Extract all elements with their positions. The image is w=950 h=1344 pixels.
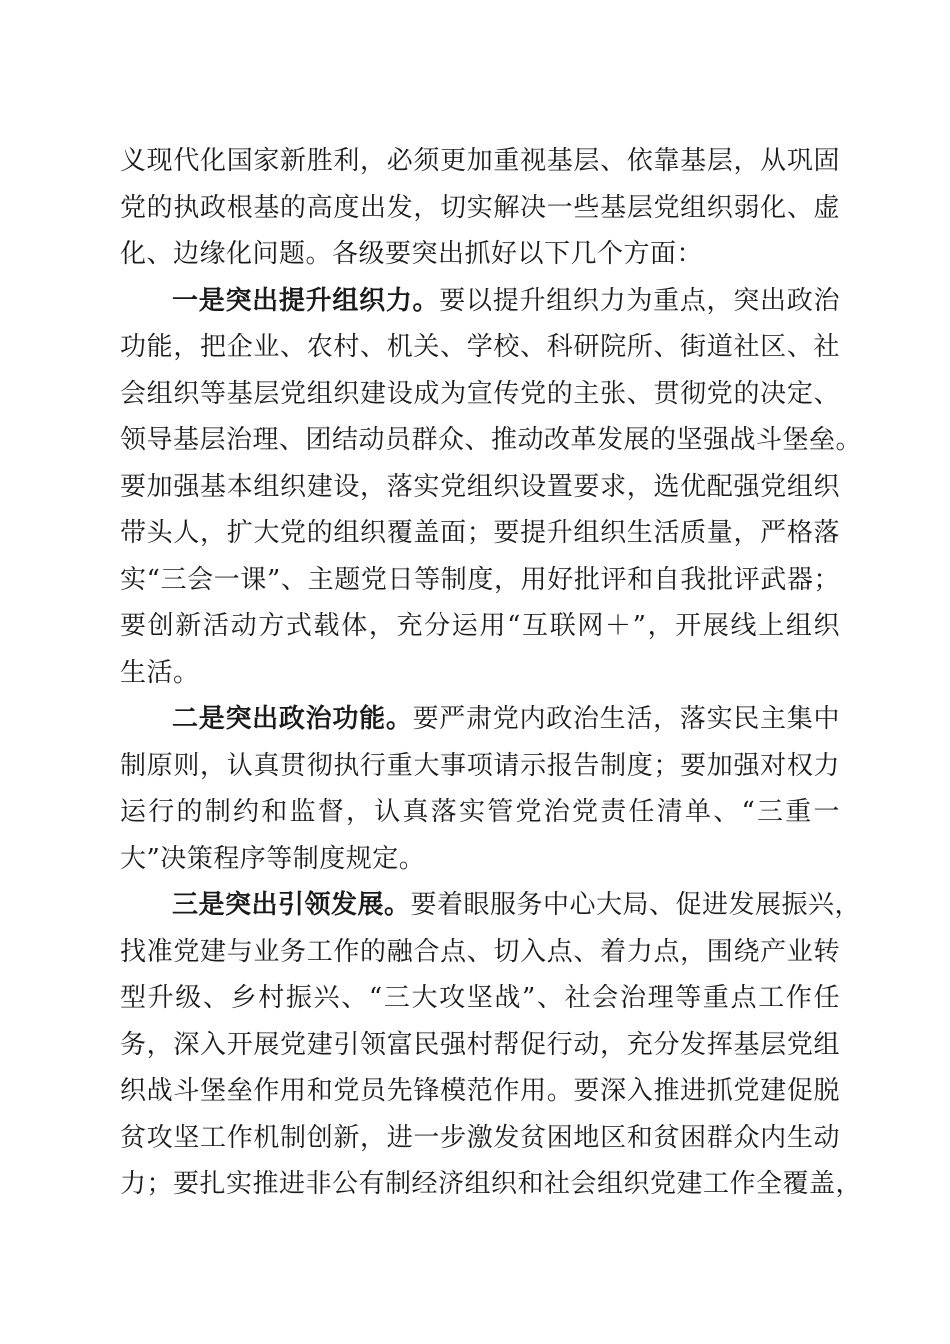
text-line: 化、边缘化问题。各级要突出抓好以下几个方面：	[120, 239, 704, 269]
text-line: 实“三会一课”、主题党日等制度，用好批评和自我批评武器；	[120, 564, 840, 595]
text-line: 大”决策程序等制度规定。	[120, 843, 426, 874]
text-run: 要以提升组织力为重点，突出政治	[439, 285, 840, 316]
paragraph-first-line	[120, 882, 862, 929]
text-line: 织战斗堡垒作用和党员先锋模范作用。要深入推进抓党建促脱	[120, 1076, 840, 1106]
text-line: 制原则，认真贯彻执行重大事项请示报告制度；要加强对权力	[120, 750, 840, 781]
text-line: 要创新活动方式载体，充分运用“互联网＋”，开展线上组织	[120, 611, 840, 641]
text-run: 要严肃党内政治生活，落实民主集中	[412, 704, 840, 734]
text-line: 领导基层治理、团结动员群众、推动改革发展的坚强战斗堡垒。	[120, 425, 863, 455]
text-line: 会组织等基层党组织建设成为宣传党的主张、贯彻党的决定、	[120, 378, 840, 409]
text-line: 贫攻坚工作机制创新，进一步激发贫困地区和贫困群众内生动	[120, 1122, 840, 1153]
text-run: 要着眼服务中心大局、促进发展振兴，	[410, 890, 862, 920]
text-line: 义现代化国家新胜利，必须更加重视基层、依靠基层，从巩固	[120, 146, 840, 176]
paragraph-first-line	[120, 696, 840, 743]
paragraph-lead: 一是突出提升组织力。	[172, 285, 440, 316]
text-line: 要加强基本组织建设，落实党组织设置要求，选优配强党组织	[120, 471, 840, 502]
text-line: 力；要扎实推进非公有制经济组织和社会组织党建工作全覆盖，	[120, 1169, 863, 1199]
text-line: 功能，把企业、农村、机关、学校、科研院所、街道社区、社	[120, 332, 840, 362]
text-line: 型升级、乡村振兴、“三大攻坚战”、社会治理等重点工作任	[120, 983, 840, 1013]
paragraph-lead: 三是突出引领发展。	[172, 890, 411, 920]
paragraph-first-line	[120, 278, 840, 325]
text-line: 生活。	[120, 657, 200, 688]
document-page	[120, 138, 863, 1208]
text-line: 带头人，扩大党的组织覆盖面；要提升组织生活质量，严格落	[120, 518, 840, 548]
text-line: 务，深入开展党建引领富民强村帮促行动，充分发挥基层党组	[120, 1029, 840, 1060]
text-line: 找准党建与业务工作的融合点、切入点、着力点，围绕产业转	[120, 936, 840, 967]
paragraph-lead: 二是突出政治功能。	[172, 704, 413, 734]
text-line: 运行的制约和监督，认真落实管党治党责任清单、“三重一	[120, 797, 840, 827]
text-line: 党的执政根基的高度出发，切实解决一些基层党组织弱化、虚	[120, 192, 840, 223]
